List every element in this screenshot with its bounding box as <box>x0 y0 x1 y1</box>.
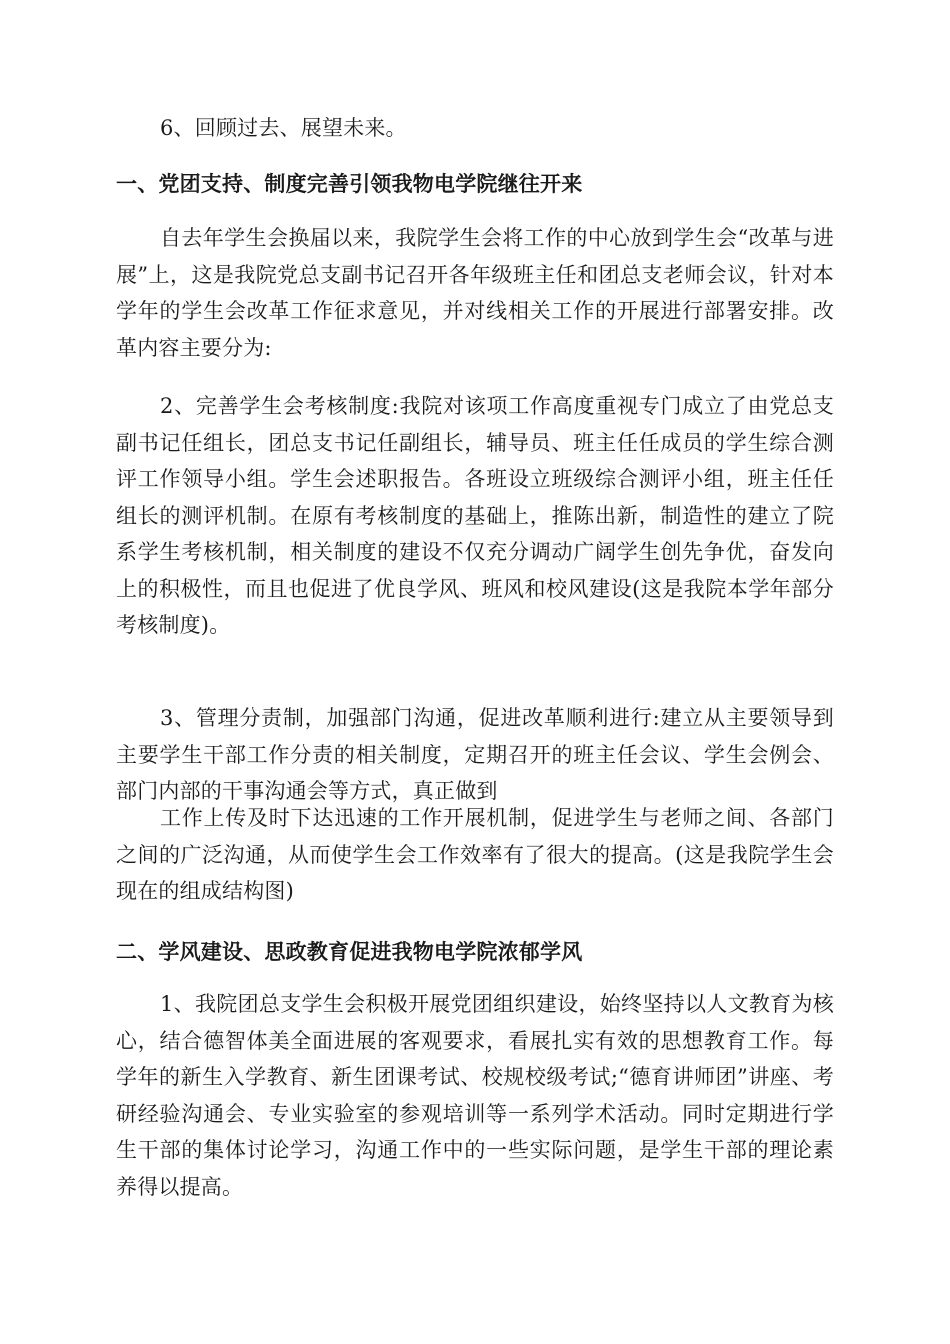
section-2-heading: 二、学风建设、思政教育促进我物电学院浓郁学风 <box>116 940 583 964</box>
section-1-intro: 自去年学生会换届以来，我院学生会将工作的中心放到学生会“改革与进展”上，这是我院党总支副书记召开各年级班主任和团总支老师会议，针对本学年的学生会改革工作征求意见，并对线相关工作的开展进行部署安排。改革内容主要分为: <box>116 226 834 360</box>
section-1-item-3-continued: 工作上传及时下达迅速的工作开展机制，促进学生与老师之间、各部门之间的广泛沟通，从而使学生会工作效率有了很大的提高。(这是我院学生会现在的组成结构图) <box>116 806 834 903</box>
paragraph-item-6: 6、回顾过去、展望未来。 <box>160 116 407 140</box>
section-1-item-3: 3、管理分责制，加强部门沟通，促进改革顺利进行:建立从主要领导到主要学生干部工作分责的相关制度，定期召开的班主任会议、学生会例会、部门内部的干事沟通会等方式，真正做到 <box>116 706 834 803</box>
section-1-item-2: 2、完善学生会考核制度:我院对该项工作高度重视专门成立了由党总支副书记任组长，团总支书记任副组长，辅导员、班主任任成员的学生综合测评工作领导小组。学生会述职报告。各班设立班级综合测评小组，班主任任组长的测评机制。在原有考核制度的基础上，推陈出新，制造性的建立了院系学生考核机制，相关制度的建设不仅充分调动广阔学生创先争优，奋发向上的积极性，而且也促进了优良学风、班风和校风建设(这是我院本学年部分考核制度)。 <box>116 394 834 637</box>
section-2-item-1: 1、我院团总支学生会积极开展党团组织建设，始终坚持以人文教育为核心，结合德智体美全面进展的客观要求，看展扎实有效的思想教育工作。每学年的新生入学教育、新生团课考试、校规校级考试;“德育讲师团”讲座、考研经验沟通会、专业实验室的参观培训等一系列学术活动。同时定期进行学生干部的集体讨论学习，沟通工作中的一些实际问题，是学生干部的理论素养得以提高。 <box>116 992 834 1199</box>
section-1-heading: 一、党团支持、制度完善引领我物电学院继往开来 <box>116 172 583 196</box>
